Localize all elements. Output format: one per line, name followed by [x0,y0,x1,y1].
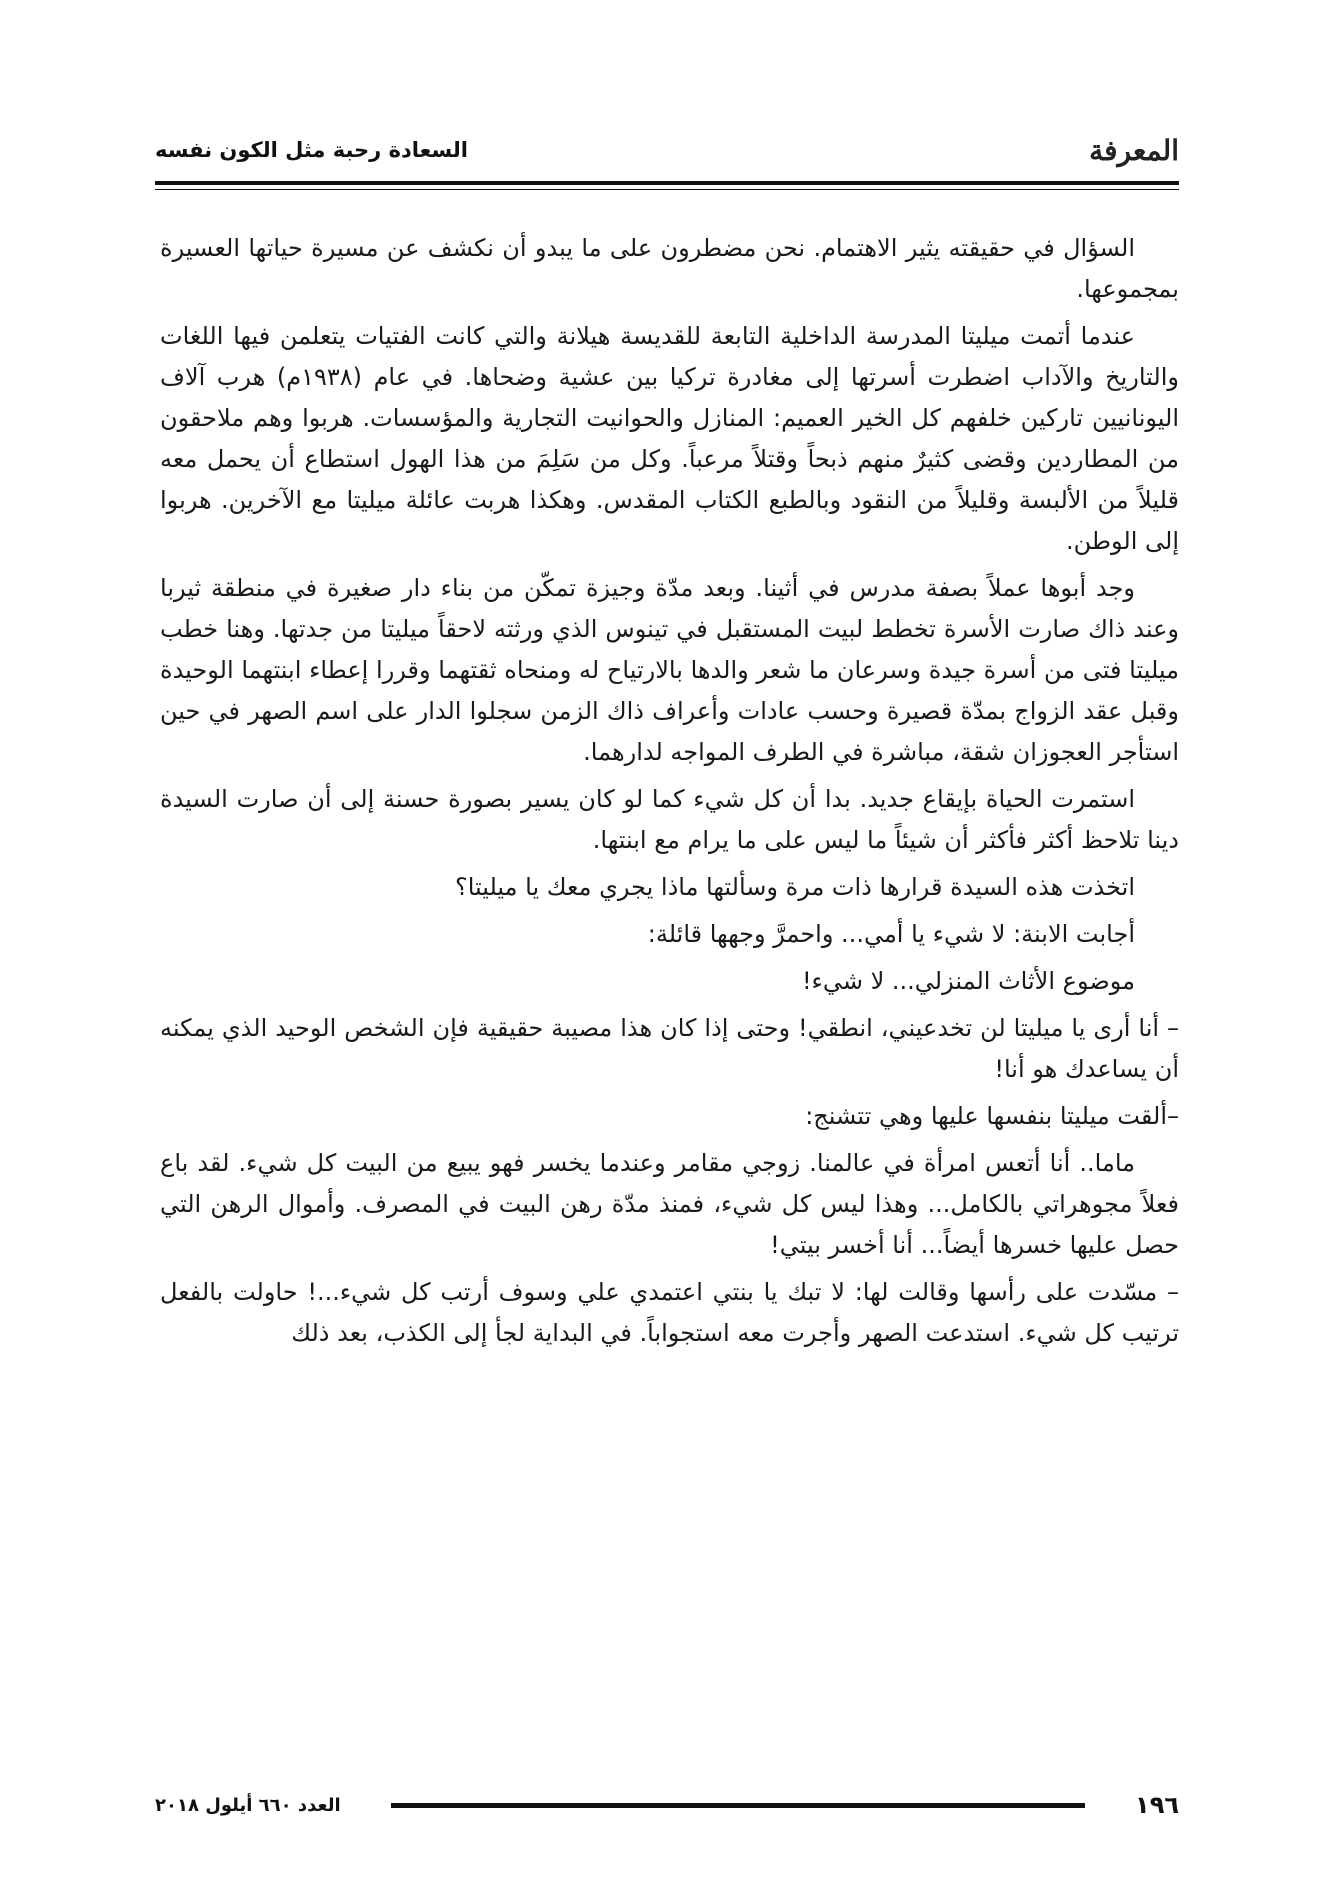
paragraph: –ألقت ميليتا بنفسها عليها وهي تتشنج: [805,1102,1179,1130]
paragraph: استمرت الحياة بإيقاع جديد. بدا أن كل شيء كما لو كان يسير بصورة حسنة إلى أن صارت السيدة دينا تلاحظ أكثر فأكثر أن شيئاً ما ليس على ما يرام مع ابنتها. [160,785,1179,854]
paragraph: السؤال في حقيقته يثير الاهتمام. نحن مضطرون على ما يبدو أن نكشف عن مسيرة حياتها العسيرة بمجموعها. [160,234,1179,303]
paragraph: ماما.. أنا أتعس امرأة في عالمنا. زوجي مقامر وعندما يخسر فهو يبيع من البيت كل شيء. لقد باع فعلاً مجوهراتي بالكامل... وهذا ليس كل شيء، فمنذ مدّة رهن البيت في المصرف. وأموال الرهن التي حصل عليها خسرها أيضاً... أنا أخسر بيتي! [160,1149,1179,1259]
footer-rule [391,1803,1085,1808]
header-rule-thick [155,181,1179,185]
running-title: السعادة رحبة مثل الكون نفسه [155,138,468,162]
paragraph: عندما أتمت ميليتا المدرسة الداخلية التابعة للقديسة هيلانة والتي كانت الفتيات يتعلمن فيها اللغات والتاريخ والآداب اضطرت أسرتها إلى مغادرة تركيا بين عشية وضحاها. في عام (١٩٣٨م) هرب آلاف اليونانيين تاركين خلفهم كل الخير العميم: المنازل والحوانيت التجارية والمؤسسات. هربوا وهم ملاحقون من المطاردين وقضى كثيرٌ منهم ذبحاً وقتلاً مرعباً. وكل من سَلِمَ من هذا الهول استطاع أن يحمل معه قليلاً من الألبسة وقليلاً من النقود وبالطبع الكتاب المقدس. وهكذا هربت عائلة ميليتا مع الآخرين. هربوا إلى الوطن. [160,322,1179,555]
page-header [155,130,1179,170]
paragraph: موضوع الأثاث المنزلي... لا شيء! [801,967,1135,995]
paragraph: اتخذت هذه السيدة قرارها ذات مرة وسألتها ماذا يجري معك يا ميليتا؟ [454,873,1135,901]
article-body [160,228,1179,1360]
magazine-logo: المعرفة [1089,133,1179,167]
paragraph: وجد أبوها عملاً بصفة مدرس في أثينا. وبعد مدّة وجيزة تمكّن من بناء دار صغيرة في منطقة ثيربا وعند ذاك صارت الأسرة تخطط لبيت المستقبل في تينوس الذي ورثته لاحقاً ميليتا من جدتها. وهنا خطب ميليتا فتى من أسرة جيدة وسرعان ما شعر والدها بالارتياح له ومنحاه ثقتهما وقررا إعطاء ابنتهما الوحيدة وقبل عقد الزواج بمدّة قصيرة وحسب عادات وأعراف ذاك الزمن سجلوا الدار على اسم الصهر في حين استأجر العجوزان شقة، مباشرة في الطرف المواجه لدارهما. [160,574,1179,766]
paragraph: – مسّدت على رأسها وقالت لها: لا تبك يا بنتي اعتمدي علي وسوف أرتب كل شيء...! حاولت بالفعل ترتيب كل شيء. استدعت الصهر وأجرت معه استجواباً. في البداية لجأ إلى الكذب، بعد ذلك [160,1278,1179,1347]
issue-info: العدد ٦٦٠ أيلول ٢٠١٨ [155,1794,341,1816]
header-rule-thin [155,189,1179,190]
page-footer [155,1785,1179,1825]
page-number: ١٩٦ [1135,1791,1179,1819]
paragraph: – أنا أرى يا ميليتا لن تخدعيني، انطقي! وحتى إذا كان هذا مصيبة حقيقية فإن الشخص الوحيد الذي يمكنه أن يساعدك هو أنا! [160,1014,1179,1083]
paragraph: أجابت الابنة: لا شيء يا أمي... واحمرَّ وجهها قائلة: [647,920,1135,948]
